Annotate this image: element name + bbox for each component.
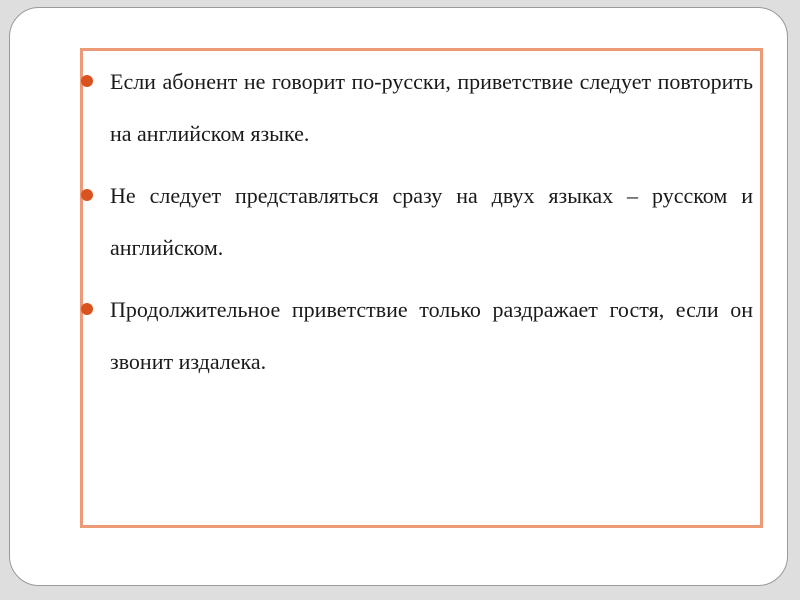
bullet-text: Продолжительное приветствие только раздражает гостя, если он звонит издалека. bbox=[110, 297, 753, 374]
bullet-item bbox=[110, 284, 753, 388]
bullet-text: Если абонент не говорит по-русски, приветствие следует повторить на английском языке. bbox=[110, 69, 753, 146]
bullet-list bbox=[110, 56, 753, 398]
bullet-dot-icon bbox=[81, 303, 93, 315]
bullet-dot-icon bbox=[81, 189, 93, 201]
bullet-text: Не следует представляться сразу на двух языках – русском и английском. bbox=[110, 183, 753, 260]
bullet-item bbox=[110, 56, 753, 160]
bullet-item bbox=[110, 170, 753, 274]
bullet-dot-icon bbox=[81, 75, 93, 87]
